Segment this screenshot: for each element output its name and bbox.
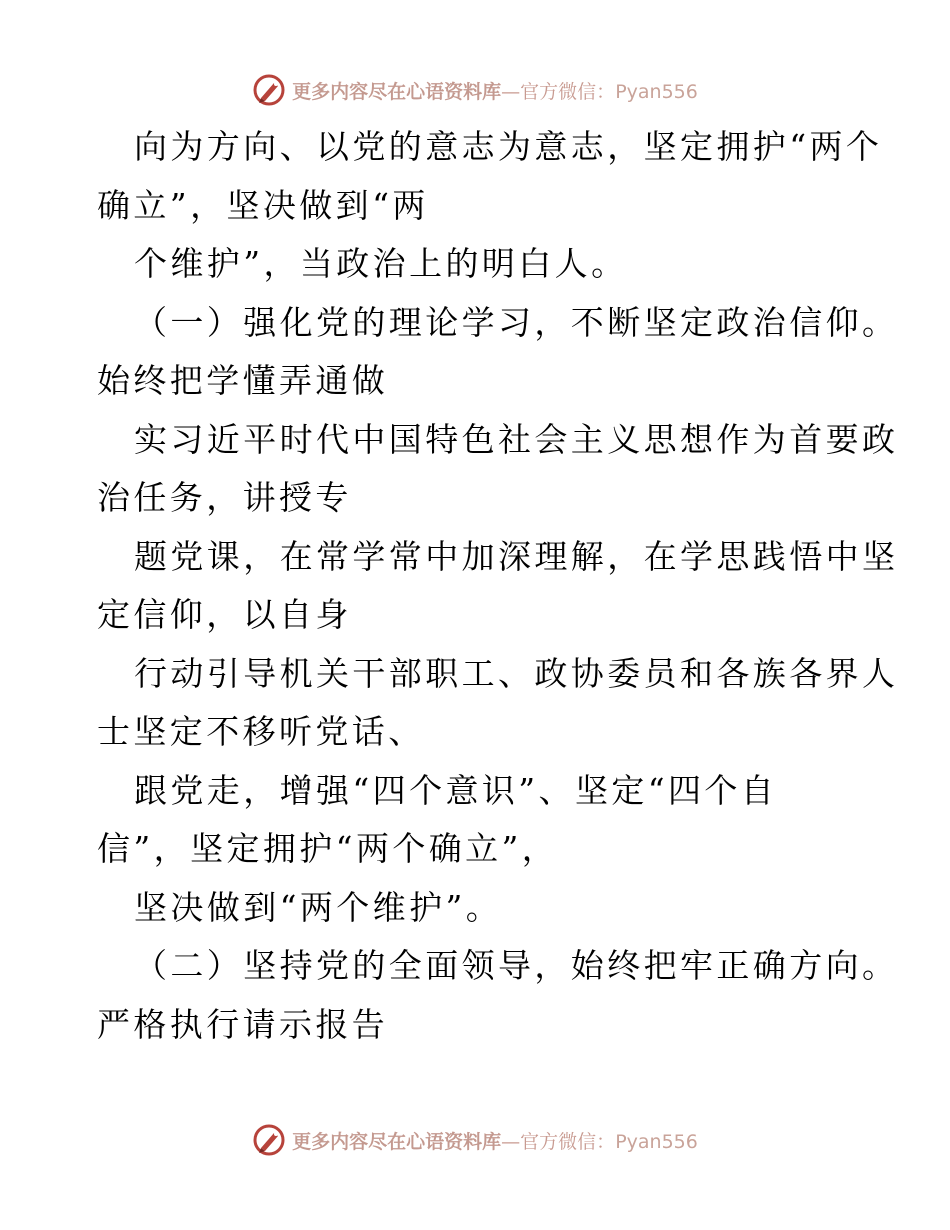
text-line: 个维护”，当政治上的明白人。 (134, 244, 628, 283)
text-line: 跟党走，增强“四个意识”、坚定“四个自 (134, 770, 778, 810)
document-body (97, 118, 899, 1054)
pen-logo-icon (252, 73, 286, 107)
header-watermark (0, 70, 950, 110)
footer-watermark (0, 1120, 950, 1160)
text-line: 实习近平时代中国特色社会主义思想作为首要政 (134, 419, 899, 459)
text-line: （二）坚持党的全面领导，始终把牢正确方向。 (134, 946, 899, 985)
text-line: 题党课，在常学常中加深理解，在学思践悟中坚 (134, 536, 899, 576)
pen-logo-icon (252, 1123, 286, 1157)
text-line: 治任务，讲授专 (97, 478, 352, 517)
text-line: 士坚定不移听党话、 (97, 712, 425, 751)
text-line: 信”，坚定拥护“两个确立”， (97, 829, 559, 868)
text-line: 坚决做到“两个维护”。 (134, 887, 503, 927)
watermark-text: 更多内容尽在心语资料库—官方微信：Pyan556 (292, 1130, 698, 1153)
watermark-text: 更多内容尽在心语资料库—官方微信：Pyan556 (292, 80, 698, 103)
text-line: 行动引导机关干部职工、政协委员和各族各界人 (134, 653, 899, 693)
text-line: 严格执行请示报告 (97, 1004, 389, 1044)
text-line: （一）强化党的理论学习，不断坚定政治信仰。 (134, 302, 899, 342)
text-line: 定信仰，以自身 (97, 595, 352, 634)
text-line: 始终把学懂弄通做 (97, 361, 389, 400)
text-line: 向为方向、以党的意志为意志，坚定拥护“两个 (134, 127, 883, 166)
text-line: 确立”，坚决做到“两 (97, 185, 429, 225)
